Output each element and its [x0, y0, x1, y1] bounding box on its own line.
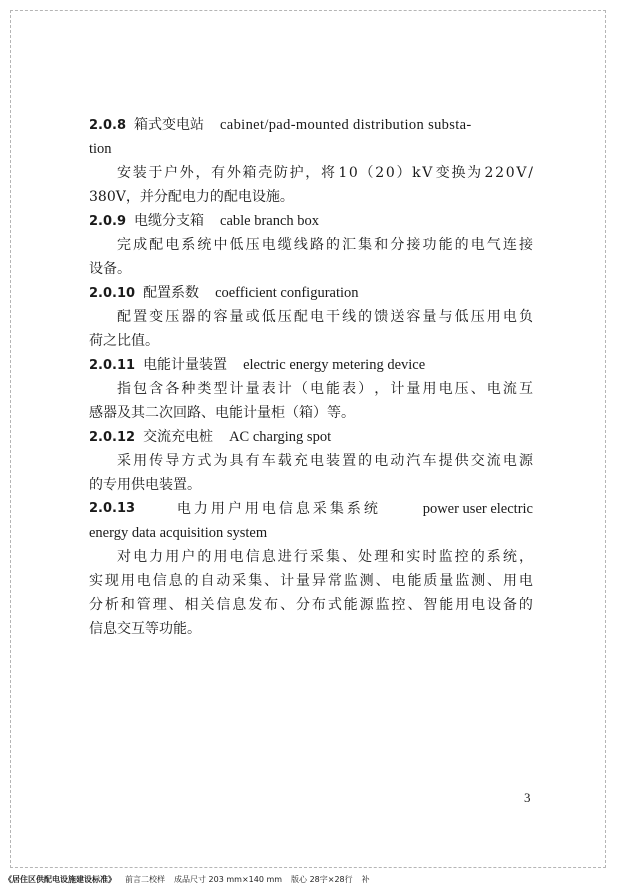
- term-number: 2.0.11: [89, 358, 136, 373]
- definition-line: 分 析 和 管 理 、 相 关 信 息 发 布 、 分 布 式 能 源 监 控 、 智 能 用 电 设 备 的: [89, 597, 533, 613]
- definition-line: 安 装 于 户 外 ， 有 外 箱 壳 防 护 ， 将 1 0 （ 2 0 ） k V 变 换 为 2 2 0 V /: [117, 165, 533, 181]
- term-chinese: 电力用户用电信息采集系统: [176, 501, 381, 517]
- footer-book-title: 《居住区供配电设施建设标准》: [4, 875, 116, 884]
- term-heading: [89, 209, 533, 233]
- term-number: 2.0.10: [89, 286, 136, 301]
- term-english-continued: energy data acquisition system: [89, 525, 268, 541]
- footer-proof-stage: 前言二校样: [125, 875, 165, 884]
- term-definition: [89, 449, 533, 497]
- definition-line: 信息交互等功能。: [89, 621, 201, 637]
- term-chinese: 交流充电桩: [143, 429, 214, 445]
- term-chinese: 配置系数: [143, 285, 200, 301]
- term-number: 2.0.9: [89, 214, 127, 229]
- definition-line: 配 置 变 压 器 的 容 量 或 低 压 配 电 干 线 的 馈 送 容 量 与 低 压 用 电 负: [117, 309, 533, 325]
- definition-line: 完 成 配 电 系 统 中 低 压 电 缆 线 路 的 汇 集 和 分 接 功 能 的 电 气 连 接: [117, 237, 533, 253]
- definition-line: 指 包 含 各 种 类 型 计 量 表 计 （ 电 能 表 ） ， 计 量 用 电 压 、 电 流 互: [117, 381, 533, 397]
- term-chinese: 电缆分支箱: [134, 213, 205, 229]
- term-chinese: 箱式变电站: [134, 117, 205, 133]
- term-english: cable branch box: [220, 213, 320, 229]
- page-number: 3: [524, 790, 531, 805]
- term-heading: [89, 425, 533, 449]
- terms-content: [89, 113, 533, 641]
- term-english: power user electric: [422, 501, 533, 517]
- term-heading: [89, 281, 533, 305]
- term-heading: [89, 353, 533, 377]
- term-english-continued: tion: [89, 141, 112, 157]
- term-definition: [89, 305, 533, 353]
- term-heading: [89, 497, 533, 521]
- definition-line: 荷之比值。: [89, 333, 159, 349]
- term-definition: [89, 233, 533, 281]
- footer-extra: 补: [361, 875, 370, 884]
- term-definition: [89, 161, 533, 209]
- definition-line: 的专用供电装置。: [89, 477, 201, 493]
- footer-trim-size: 成品尺寸 203 mm×140 mm: [174, 875, 283, 884]
- definition-line: 对 电 力 用 户 的 用 电 信 息 进 行 采 集 、 处 理 和 实 时 监 控 的 系 统 ，: [117, 549, 533, 565]
- term-english: cabinet/pad-mounted distribution substa-: [220, 117, 472, 133]
- term-english: coefficient configuration: [215, 285, 359, 301]
- term-english: AC charging spot: [229, 429, 332, 445]
- footer-type-area: 版心 28字×28行: [291, 875, 353, 884]
- definition-line: 设备。: [89, 261, 131, 277]
- term-definition: [89, 377, 533, 425]
- definition-line: 实 现 用 电 信 息 的 自 动 采 集 、 计 量 异 常 监 测 、 电 能 质 量 监 测 、 用 电: [89, 573, 533, 589]
- definition-line: 380V，并分配电力的配电设施。: [89, 189, 294, 205]
- definition-line: 感器及其二次回路、电能计量柜（箱）等。: [89, 405, 355, 421]
- term-number: 2.0.8: [89, 118, 127, 133]
- term-definition: [89, 545, 533, 641]
- definition-line: 采 用 传 导 方 式 为 具 有 车 载 充 电 装 置 的 电 动 汽 车 提 供 交 流 电 源: [117, 453, 533, 469]
- term-number: 2.0.13: [89, 501, 136, 516]
- term-heading: [89, 113, 533, 137]
- term-chinese: 电能计量装置: [143, 357, 228, 373]
- term-number: 2.0.12: [89, 430, 136, 445]
- proof-footer: [4, 874, 379, 885]
- term-english: electric energy metering device: [243, 357, 426, 373]
